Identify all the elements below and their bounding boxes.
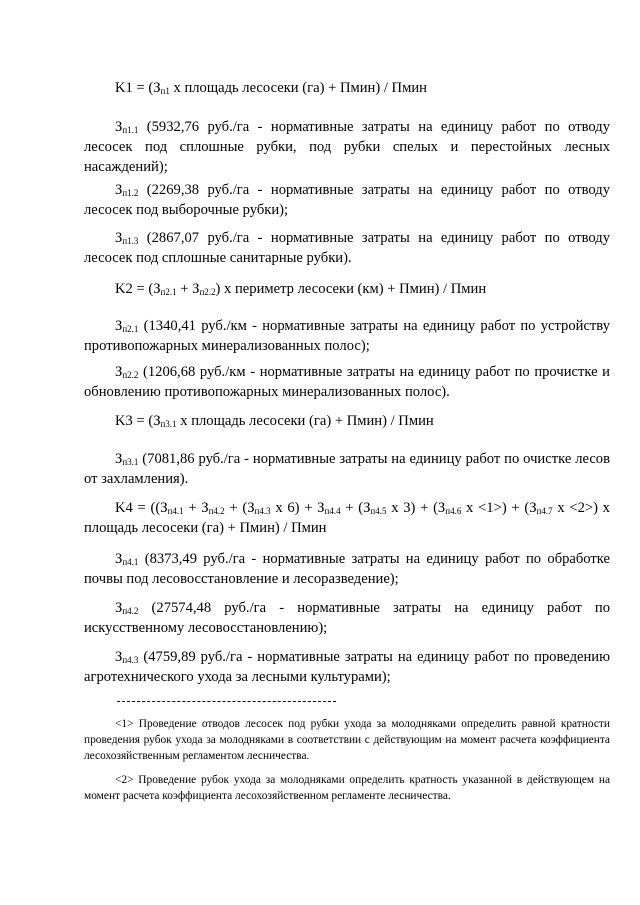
formula-text: + З xyxy=(176,281,200,297)
formula-k4 xyxy=(84,498,610,538)
definition-p1-1 xyxy=(84,117,610,177)
formula-subscript: п4.6 xyxy=(445,506,462,516)
symbol: З xyxy=(115,119,123,135)
formula-k1 xyxy=(84,78,610,98)
formula-subscript: п1 xyxy=(160,86,170,96)
formula-text: x площадь лесосеки (га) + Пмин) / Пмин xyxy=(169,80,427,96)
symbol: З xyxy=(115,182,123,198)
symbol-subscript: п1.1 xyxy=(122,125,139,135)
formula-text: + (З xyxy=(224,500,255,516)
footnote-2: <2> Проведение рубок ухода за молодняками определить кратность указанной в действующем на момент расчета коэффициента лесохозяйственном регламенте лесничества. xyxy=(84,774,610,802)
formula-text: + (З xyxy=(340,500,371,516)
symbol: З xyxy=(115,649,123,665)
formula-text: K3 = (З xyxy=(115,413,161,429)
definition-text: (1206,68 руб./км - нормативные затраты на единицу работ по прочистке и обновлению противопожарных минерализованных полос). xyxy=(84,364,610,400)
symbol-subscript: п1.2 xyxy=(122,188,139,198)
formula-subscript: п4.4 xyxy=(324,506,341,516)
definition-text: (4759,89 руб./га - нормативные затраты на единицу работ по проведению агротехнического ухода за лесными культурами); xyxy=(84,649,610,685)
formula-subscript: п2.2 xyxy=(199,287,216,297)
symbol: З xyxy=(115,451,123,467)
definition-p2-2 xyxy=(84,362,610,402)
footnote-1: <1> Проведение отводов лесосек под рубки ухода за молодняками определить равной кратности проведения рубок ухода за молодняками в соответствии с действующим на момент расчета коэффициента лесохозяйственным регламентом лесничества. xyxy=(84,718,610,762)
definition-p4-2 xyxy=(84,598,610,638)
symbol-subscript: п4.1 xyxy=(122,557,139,567)
formula-subscript: п4.1 xyxy=(167,506,184,516)
formula-text: K1 = (З xyxy=(115,80,161,96)
formula-text: + З xyxy=(183,500,209,516)
formula-k3 xyxy=(84,411,610,431)
definition-text: (2269,38 руб./га - нормативные затраты на единицу работ по отводу лесосек под выборочные рубки); xyxy=(84,182,610,218)
formula-subscript: п3.1 xyxy=(160,419,177,429)
symbol-subscript: п4.2 xyxy=(122,606,139,616)
formula-text: x <2>) x площадь лесосеки (га) + Пмин) / Пмин xyxy=(84,500,610,536)
footnote-separator xyxy=(117,701,336,702)
formula-subscript: п4.2 xyxy=(208,506,225,516)
definition-p2-1 xyxy=(84,316,610,356)
formula-text: K2 = (З xyxy=(115,281,161,297)
symbol: З xyxy=(115,600,123,616)
formula-text: ) x периметр лесосеки (км) + Пмин) / Пмин xyxy=(215,281,487,297)
formula-subscript: п2.1 xyxy=(160,287,177,297)
formula-text: x площадь лесосеки (га) + Пмин) / Пмин xyxy=(176,413,434,429)
definition-text: (1340,41 руб./км - нормативные затраты на единицу работ по устройству противопожарных минерализованных полос); xyxy=(84,318,610,354)
formula-subscript: п4.7 xyxy=(536,506,553,516)
symbol-subscript: п1.3 xyxy=(122,236,139,246)
symbol: З xyxy=(115,551,123,567)
formula-subscript: п4.3 xyxy=(254,506,271,516)
definition-text: (5932,76 руб./га - нормативные затраты на единицу работ по отводу лесосек под сплошные рубки, под рубки спелых и перестойных лесных насаждений); xyxy=(84,119,610,175)
formula-subscript: п4.5 xyxy=(370,506,387,516)
definition-text: (27574,48 руб./га - нормативные затраты на единицу работ по искусственному лесовосстановлению); xyxy=(84,600,610,636)
symbol: З xyxy=(115,318,123,334)
definition-text: (2867,07 руб./га - нормативные затраты на единицу работ по отводу лесосек под сплошные санитарные рубки). xyxy=(84,230,610,266)
symbol-subscript: п4.3 xyxy=(122,655,139,665)
formula-text: K4 = ((З xyxy=(115,500,168,516)
formula-k2 xyxy=(84,279,610,299)
symbol-subscript: п3.1 xyxy=(122,457,139,467)
formula-text: x <1>) + (З xyxy=(461,500,537,516)
symbol-subscript: п2.2 xyxy=(122,370,139,380)
definition-p1-3 xyxy=(84,228,610,268)
formula-text: x 3) + (З xyxy=(386,500,446,516)
definition-text: (8373,49 руб./га - нормативные затраты на единицу работ по обработке почвы под лесовосстановление и лесоразведение); xyxy=(84,551,610,587)
definition-p4-1 xyxy=(84,549,610,589)
symbol: З xyxy=(115,364,123,380)
symbol-subscript: п2.1 xyxy=(122,324,139,334)
definition-p1-2 xyxy=(84,180,610,220)
symbol: З xyxy=(115,230,123,246)
formula-text: x 6) + З xyxy=(270,500,325,516)
definition-p4-3 xyxy=(84,647,610,687)
definition-text: (7081,86 руб./га - нормативные затраты на единицу работ по очистке лесов от захламления). xyxy=(84,451,610,487)
definition-p3-1 xyxy=(84,449,610,489)
